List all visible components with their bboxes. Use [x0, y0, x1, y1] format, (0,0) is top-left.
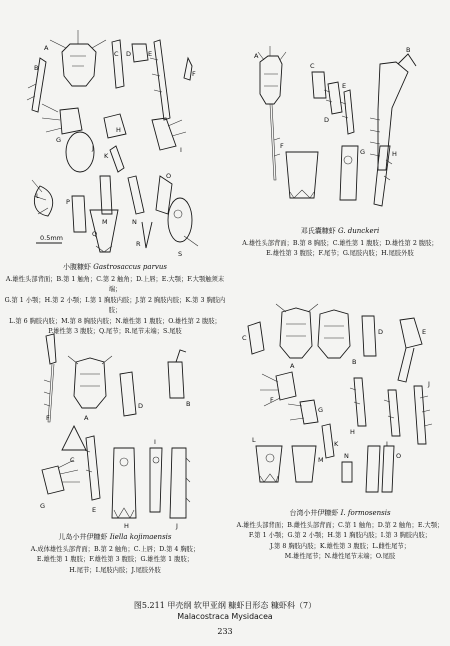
caption-line: J.第 8 胸肢内肢；K.雄性第 3 腹肢；L.雌性尾节；: [270, 542, 410, 550]
label-d: D: [324, 116, 330, 124]
label-j: J: [176, 522, 178, 530]
label-h: H: [350, 428, 355, 436]
caption-line: A.雄性头部背面；B.第 1 触角；C.第 2 触角；D.上唇；E.大颚；F.大颚触须末端；: [5, 275, 225, 293]
drawing-g-dunckeri: [230, 0, 450, 226]
label-c: C: [310, 62, 315, 70]
figure-panel-i-formosensis: [230, 286, 450, 590]
label-d: D: [378, 328, 384, 336]
label-f: F: [270, 396, 274, 404]
label-i: I: [154, 438, 156, 446]
label-s: S: [178, 250, 183, 258]
label-k: K: [334, 440, 339, 448]
label-k: K: [104, 152, 109, 160]
label-m: M: [318, 456, 324, 464]
label-f: F: [192, 70, 196, 78]
label-g: G: [40, 502, 46, 510]
label-g: G: [318, 406, 324, 414]
caption-line: E.雄性第 1 腹肢；F.雄性第 3 腹肢；G.雄性第 1 腹肢；: [36, 556, 194, 563]
label-g: G: [56, 136, 62, 144]
label-h: H: [116, 126, 121, 134]
caption-line: E.雄性第 3 腹肢；F.尾节；G.尾肢内肢；H.尾肢外肢: [266, 250, 414, 257]
label-r: R: [136, 240, 141, 248]
caption-iiella-kojimaensis: [0, 532, 230, 576]
drawing-gastrosaccus-parvus: [0, 0, 230, 262]
label-f: F: [280, 142, 284, 150]
label-o: O: [166, 172, 172, 180]
label-a: A: [84, 414, 89, 422]
caption-line: H.尾节；I.尾肢内肢；J.尾肢外肢: [69, 566, 161, 574]
label-h: H: [392, 150, 397, 158]
drawing-i-formosensis: [230, 286, 450, 508]
label-p: P: [66, 198, 70, 206]
label-o: O: [396, 452, 402, 460]
label-b: B: [406, 46, 411, 54]
label-g: G: [360, 148, 366, 156]
label-l: L: [252, 436, 256, 444]
caption-line: P.雄性第 3 腹肢；Q.尾节；R.尾节末端；S.尾肢: [48, 328, 182, 335]
label-n: N: [132, 218, 137, 226]
label-i: I: [180, 146, 182, 154]
figure-panel-g-dunckeri: [230, 0, 450, 300]
label-b: B: [352, 358, 357, 366]
caption-line: F.第 1 小颚；G.第 2 小颚；H.第 1 胸肢内肢；I.第 3 胸肢内肢；: [248, 532, 432, 539]
label-j: J: [92, 144, 94, 152]
caption-line: L.第 6 胸肢内肢；M.第 8 胸肢内肢；N.雄性第 1 腹肢；O.雄性第 2 腹肢；: [9, 317, 221, 325]
label-m: M: [102, 218, 108, 226]
label-a: A: [290, 362, 295, 370]
caption-line: A.雄性头部背面；B.雌性头部背面；C.第 1 触角；D.第 2 触角；E.大颚；: [236, 521, 444, 529]
label-e: E: [148, 50, 153, 58]
figure-panel-gastrosaccus-parvus: [0, 0, 230, 335]
label-d: D: [126, 50, 132, 58]
caption-line: M.雄性尾节；N.雄性尾节末端；O.尾肢: [284, 553, 396, 560]
caption-line: G.第 1 小颚；H.第 2 小颚；I.第 1 胸肢内肢；J.第 2 胸肢内肢；K.第 3 胸肢内肢；: [4, 296, 226, 314]
drawing-iiella-kojimaensis: [0, 322, 230, 532]
label-d: D: [138, 402, 144, 410]
label-j: J: [428, 380, 430, 388]
caption-g-dunckeri: [230, 226, 450, 260]
caption-line: A.成体雄性头部背面；B.第 2 触角；C.上唇；D.第 4 胸肢；: [30, 545, 200, 553]
label-n: N: [344, 452, 349, 460]
label-e: E: [342, 82, 347, 90]
label-h: H: [124, 522, 129, 530]
label-e: E: [422, 328, 427, 336]
caption-line: A.雄性头部背面；B.第 8 胸肢；C.雄性第 1 腹肢；D.雄性第 2 腹肢；: [242, 239, 438, 247]
label-b: B: [34, 64, 39, 72]
label-i: I: [386, 440, 388, 448]
label-a: A: [254, 52, 259, 60]
caption-i-formosensis: [230, 508, 450, 563]
label-a: A: [44, 44, 49, 52]
label-c: C: [114, 50, 119, 58]
label-l: L: [36, 192, 40, 200]
label-q: Q: [92, 230, 98, 238]
species-title: 邓氏囊糠虾 G. dunckeri: [300, 227, 380, 235]
figure-panel-iiella-kojimaensis: [0, 322, 230, 590]
page-number: 233: [217, 627, 233, 636]
species-title: 台湾小井伊糠虾 I. formosensis: [289, 509, 391, 517]
figure-subtitle: Malacostraca Mysidacea: [177, 612, 273, 621]
label-b: B: [186, 400, 191, 408]
species-title: 儿岛小井伊糠虾 Iiella kojimaensis: [58, 533, 172, 541]
scale-label: 0.5mm: [40, 234, 64, 242]
label-c: C: [242, 334, 247, 342]
label-c: C: [70, 456, 75, 464]
species-title: 小腹糠虾 Gastrosaccus parvus: [63, 263, 167, 271]
label-f: F: [46, 414, 50, 422]
figure-title: 图5.211 甲壳纲 软甲亚纲 糠虾目形态 糠虾科（7）: [133, 601, 317, 610]
label-e: E: [92, 506, 97, 514]
